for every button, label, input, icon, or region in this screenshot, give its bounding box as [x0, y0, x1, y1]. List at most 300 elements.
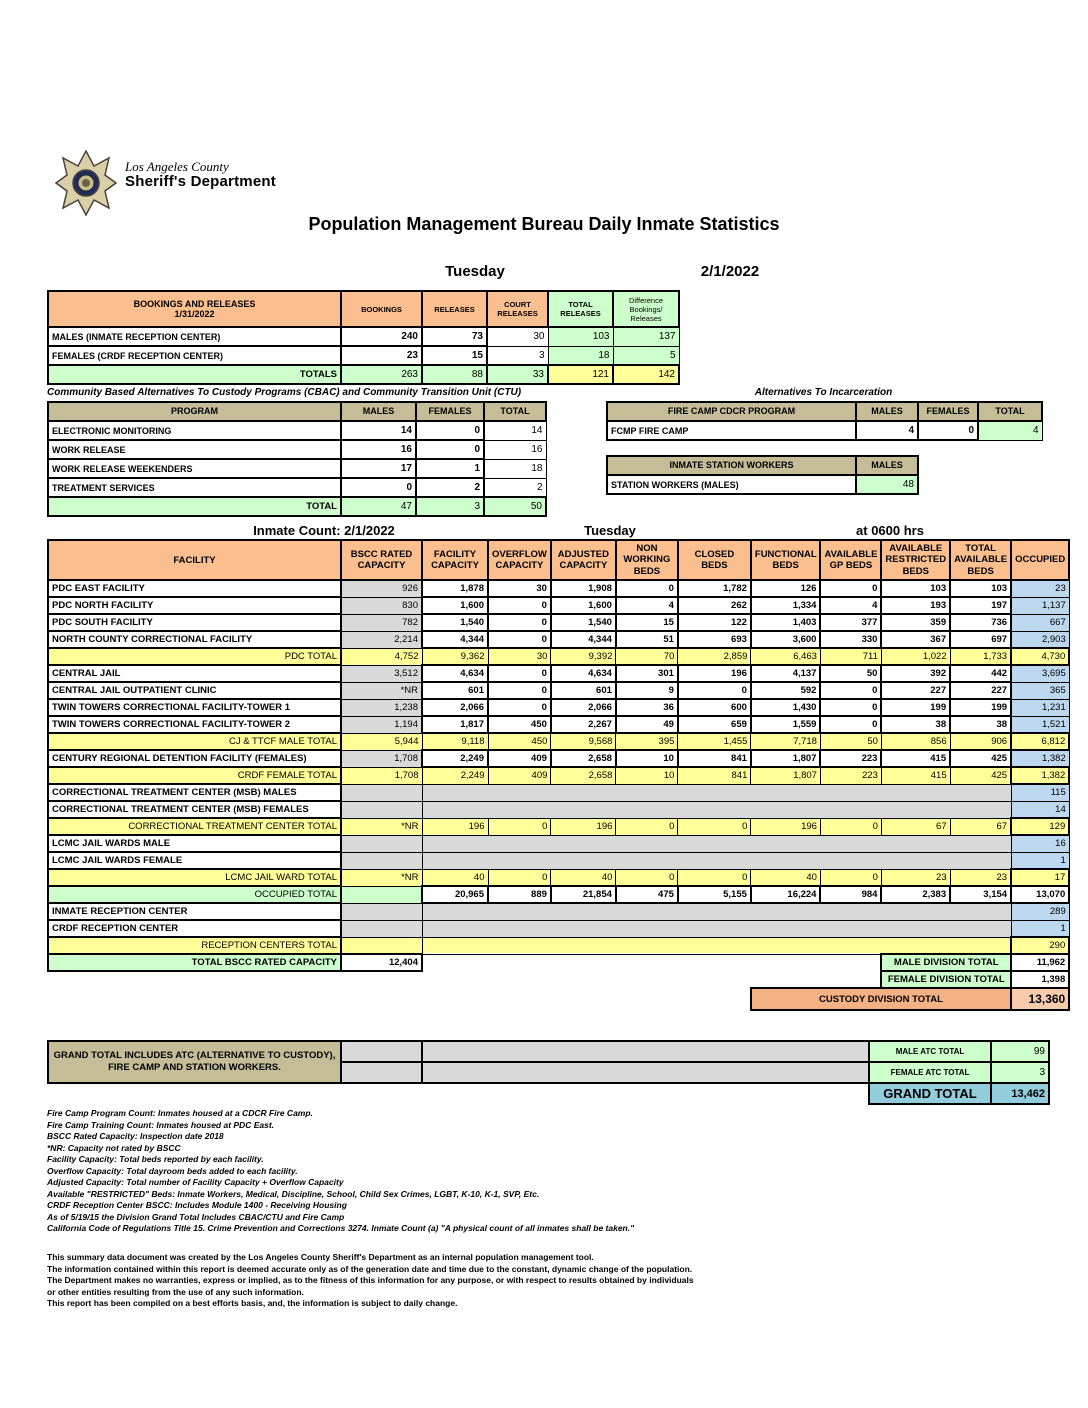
total-bed-value: 9,568 [551, 733, 616, 750]
facility-name: INMATE RECEPTION CENTER [48, 903, 341, 920]
total-bed-value: 1,733 [950, 648, 1011, 665]
facility-col-header: FACILITY CAPACITY [422, 540, 488, 580]
bed-value: 49 [616, 716, 678, 733]
bed-value: 262 [678, 597, 751, 614]
bed-value: 227 [950, 682, 1011, 699]
facility-name: CORRECTIONAL TREATMENT CENTER (MSB) FEMALES [48, 801, 341, 818]
firecamp-col-header: TOTAL [978, 402, 1042, 421]
facility-row [48, 920, 1069, 937]
bed-value: 2,267 [551, 716, 616, 733]
facility-name: PDC SOUTH FACILITY [48, 614, 341, 631]
facility-row [48, 665, 1069, 682]
total-bed-value: 0 [488, 869, 551, 886]
cbac-row [48, 459, 546, 478]
bookings-value: 30 [487, 327, 548, 346]
facility-col-header: NON WORKING BEDS [616, 540, 678, 580]
bscc-capacity-value: *NR [341, 682, 422, 699]
cbac-program-label: WORK RELEASE [48, 440, 341, 459]
bed-value: 197 [950, 597, 1011, 614]
bookings-releases-table [47, 290, 680, 385]
cbac-value: 1 [416, 459, 484, 478]
custody-division-value: 13,360 [1011, 988, 1069, 1010]
occupied-value: 3,695 [1011, 665, 1069, 682]
disclaimer-line: or other entities resulting from the use of any such information. [47, 1286, 304, 1297]
cbac-value: 14 [484, 421, 546, 440]
total-bed-value: 425 [950, 767, 1011, 784]
facility-row [48, 699, 1069, 716]
bed-value: 126 [751, 580, 821, 597]
cbac-value: 0 [416, 421, 484, 440]
cbac-program-label: WORK RELEASE WEEKENDERS [48, 459, 341, 478]
bookings-value: 18 [548, 346, 613, 365]
department-name [125, 160, 276, 191]
occupied-grand-value: 13,070 [1011, 886, 1069, 903]
stationworkers-row-label: STATION WORKERS (MALES) [607, 475, 856, 494]
empty-cell [341, 903, 422, 920]
facility-name: CENTURY REGIONAL DETENTION FACILITY (FEMALES) [48, 750, 341, 767]
facility-row [48, 818, 1069, 835]
total-bed-value: 40 [422, 869, 488, 886]
occupied-total-bed-value: 21,854 [551, 886, 616, 903]
female-atc-value: 3 [991, 1062, 1049, 1083]
stationworkers-header-row [607, 456, 918, 475]
bscc-capacity-value: 3,512 [341, 665, 422, 682]
facility-col-header: CLOSED BEDS [678, 540, 751, 580]
cbac-total-value: 3 [416, 497, 484, 516]
empty-cell [341, 784, 422, 801]
bed-value: 0 [488, 665, 551, 682]
facility-name: TWIN TOWERS CORRECTIONAL FACILITY-TOWER 2 [48, 716, 341, 733]
merged-gray-cell [422, 903, 1011, 920]
report-day: Tuesday [445, 263, 505, 280]
footnote-line: Fire Camp Training Count: Inmates housed at PDC East. [47, 1119, 275, 1130]
bed-value: 10 [616, 750, 678, 767]
total-bed-value: 67 [881, 818, 950, 835]
bookings-col-header: TOTAL RELEASES [548, 291, 613, 327]
bed-value: 38 [950, 716, 1011, 733]
bed-value: 359 [881, 614, 950, 631]
cbac-section-title: Community Based Alternatives To Custody Programs (CBAC) and Community Transition Unit (CTU) [47, 387, 522, 398]
grand-total-table [47, 1040, 1050, 1105]
total-bed-value: 40 [751, 869, 821, 886]
report-date: 2/1/2022 [700, 263, 760, 280]
facility-total-label: CRDF FEMALE TOTAL [48, 767, 341, 784]
cbac-value: 17 [341, 459, 416, 478]
occupied-total-bed-value: 2,383 [881, 886, 950, 903]
bookings-value: 240 [341, 327, 422, 346]
bookings-value: 15 [422, 346, 487, 365]
bscc-capacity-value: 1,194 [341, 716, 422, 733]
bed-value: 377 [820, 614, 881, 631]
footnote-line: Adjusted Capacity: Total number of Facility Capacity + Overflow Capacity [47, 1177, 344, 1187]
facility-row [48, 682, 1069, 699]
bed-value: 693 [678, 631, 751, 648]
female-division-value: 1,398 [1011, 971, 1069, 988]
bed-value: 0 [488, 682, 551, 699]
facility-row [48, 733, 1069, 750]
occupied-total-value: 6,812 [1011, 733, 1069, 750]
bookings-row [48, 327, 679, 346]
cbac-program-label: TREATMENT SERVICES [48, 478, 341, 497]
bed-value: 0 [616, 580, 678, 597]
facility-row [48, 597, 1069, 614]
bookings-value: 103 [548, 327, 613, 346]
facility-row [48, 648, 1069, 665]
empty-gray-cell [341, 1041, 422, 1062]
occupied-total-bed-value: 20,965 [422, 886, 488, 903]
bed-value: 4,344 [551, 631, 616, 648]
footnote-line: CRDF Reception Center BSCC: Includes Module 1400 - Receiving Housing [47, 1200, 347, 1210]
inmate-count-label: Inmate Count: 2/1/2022 [253, 523, 395, 538]
total-bed-value: 906 [950, 733, 1011, 750]
facility-name: CRDF RECEPTION CENTER [48, 920, 341, 937]
occupied-value: 1,231 [1011, 699, 1069, 716]
occupied-total-bed-value: 475 [616, 886, 678, 903]
fire-camp-table [606, 401, 1043, 441]
total-bed-value: 711 [820, 648, 881, 665]
bookings-value: 5 [613, 346, 679, 365]
occupied-total-bed-value: 5,155 [678, 886, 751, 903]
total-bed-value: 0 [678, 869, 751, 886]
agency-county-label: Los Angeles County [125, 159, 229, 174]
occupied-value: 289 [1011, 903, 1069, 920]
bed-value: 0 [820, 580, 881, 597]
total-bed-value: 9,392 [551, 648, 616, 665]
total-bed-value: 1,455 [678, 733, 751, 750]
filler-cell [48, 1083, 869, 1104]
bed-value: 122 [678, 614, 751, 631]
total-bed-value: 0 [616, 869, 678, 886]
alternatives-section-title: Alternatives To Incarceration [754, 387, 893, 398]
bookings-total-value: 121 [548, 365, 613, 384]
firecamp-value: 0 [918, 421, 978, 440]
occupied-total-value: 17 [1011, 869, 1069, 886]
bed-value: 0 [820, 716, 881, 733]
bed-value: 1,600 [422, 597, 488, 614]
empty-cell [341, 886, 422, 903]
empty-cell [341, 920, 422, 937]
total-bed-value: 7,718 [751, 733, 821, 750]
bed-value: 4 [820, 597, 881, 614]
bed-value: 0 [488, 614, 551, 631]
cbac-table [47, 401, 547, 517]
bed-value: 196 [678, 665, 751, 682]
total-bed-value: 409 [488, 767, 551, 784]
bed-value: 0 [820, 699, 881, 716]
filler-cell [48, 971, 881, 988]
bed-value: 2,658 [551, 750, 616, 767]
total-bed-value: 1,807 [751, 767, 821, 784]
bed-value: 0 [488, 597, 551, 614]
female-atc-label: FEMALE ATC TOTAL [869, 1062, 991, 1083]
total-bed-value: 10 [616, 767, 678, 784]
inmate-count-day: Tuesday [584, 523, 636, 538]
bookings-col-header: COURT RELEASES [487, 291, 548, 327]
bed-value: 103 [881, 580, 950, 597]
male-atc-label: MALE ATC TOTAL [869, 1041, 991, 1062]
stationworkers-col-header: INMATE STATION WORKERS [607, 456, 856, 475]
facility-row [48, 835, 1069, 852]
cbac-col-header: FEMALES [416, 402, 484, 421]
bed-value: 736 [950, 614, 1011, 631]
facility-col-header: AVAILABLE GP BEDS [820, 540, 881, 580]
bed-value: 659 [678, 716, 751, 733]
bed-value: 1,600 [551, 597, 616, 614]
male-division-value: 11,962 [1011, 954, 1069, 971]
bed-value: 392 [881, 665, 950, 682]
facility-col-header: OVERFLOW CAPACITY [488, 540, 551, 580]
merged-gray-cell [422, 1062, 869, 1083]
grand-total-value: 13,462 [991, 1083, 1049, 1104]
occupied-value: 1,521 [1011, 716, 1069, 733]
occupied-value: 16 [1011, 835, 1069, 852]
facility-statistics-table [47, 539, 1070, 1011]
bed-value: 697 [950, 631, 1011, 648]
occupied-total-value: 1,382 [1011, 767, 1069, 784]
bscc-capacity-value: 830 [341, 597, 422, 614]
cbac-value: 16 [484, 440, 546, 459]
grand-total-row [48, 1083, 1049, 1104]
agency-department-label: Sheriff's Department [125, 173, 276, 191]
bed-value: 223 [820, 750, 881, 767]
facility-row [48, 631, 1069, 648]
bookings-header-row [48, 291, 679, 327]
stationworkers-col-header: MALES [856, 456, 918, 475]
bookings-value: 23 [341, 346, 422, 365]
merged-gray-cell [422, 835, 1011, 852]
total-bed-value: 70 [616, 648, 678, 665]
total-bed-value: 196 [422, 818, 488, 835]
total-bed-value: 196 [551, 818, 616, 835]
bed-value: 38 [881, 716, 950, 733]
merged-yellow-cell [422, 937, 1011, 954]
bed-value: 0 [678, 682, 751, 699]
cbac-header-row [48, 402, 546, 421]
bscc-capacity-value: 1,238 [341, 699, 422, 716]
bed-value: 193 [881, 597, 950, 614]
merged-gray-cell [422, 920, 1011, 937]
cbac-col-header: PROGRAM [48, 402, 341, 421]
total-bed-value: 4,752 [341, 648, 422, 665]
bookings-row [48, 346, 679, 365]
bed-value: 2,249 [422, 750, 488, 767]
bed-value: 1,403 [751, 614, 821, 631]
facility-col-header: OCCUPIED [1011, 540, 1069, 580]
custody-division-label: CUSTODY DIVISION TOTAL [751, 988, 1011, 1010]
cbac-value: 16 [341, 440, 416, 459]
bookings-value: 73 [422, 327, 487, 346]
total-bed-value: 0 [820, 869, 881, 886]
occupied-value: 2,903 [1011, 631, 1069, 648]
disclaimer-line: This summary data document was created by the Los Angeles County Sheriff's Department as an internal population management tool. [47, 1252, 594, 1262]
bed-value: 601 [551, 682, 616, 699]
bed-value: 15 [616, 614, 678, 631]
firecamp-row [607, 421, 1042, 440]
total-bed-value: 1,022 [881, 648, 950, 665]
male-atc-row [48, 1041, 1049, 1062]
facility-name: LCMC JAIL WARDS FEMALE [48, 852, 341, 869]
occupied-total-label: OCCUPIED TOTAL [48, 886, 341, 903]
total-bed-value: 0 [488, 818, 551, 835]
bookings-col-header: RELEASES [422, 291, 487, 327]
total-bed-value: 9,362 [422, 648, 488, 665]
facility-name: CENTRAL JAIL [48, 665, 341, 682]
occupied-value: 667 [1011, 614, 1069, 631]
bscc-capacity-value: 782 [341, 614, 422, 631]
cbac-value: 0 [341, 478, 416, 497]
bookings-col-header: BOOKINGS [341, 291, 422, 327]
total-bscc-value: 12,404 [341, 954, 422, 971]
bookings-row-label: FEMALES (CRDF RECEPTION CENTER) [48, 346, 341, 365]
bookings-totals-row [48, 365, 679, 384]
bed-value: 199 [881, 699, 950, 716]
total-bed-value: 0 [678, 818, 751, 835]
facility-name: CORRECTIONAL TREATMENT CENTER (MSB) MALES [48, 784, 341, 801]
facility-row [48, 903, 1069, 920]
bed-value: 0 [488, 699, 551, 716]
bscc-capacity-value: 1,708 [341, 750, 422, 767]
cbac-row [48, 440, 546, 459]
cbac-col-header: MALES [341, 402, 416, 421]
occupied-total-value: 4,730 [1011, 648, 1069, 665]
bed-value: 1,334 [751, 597, 821, 614]
occupied-total-bed-value: 3,154 [950, 886, 1011, 903]
occupied-value: 1,382 [1011, 750, 1069, 767]
total-bed-value: 5,944 [341, 733, 422, 750]
total-bed-value: 0 [616, 818, 678, 835]
bscc-male-division-row [48, 954, 1069, 971]
occupied-value: 1,137 [1011, 597, 1069, 614]
bed-value: 36 [616, 699, 678, 716]
total-bed-value: 2,249 [422, 767, 488, 784]
bscc-capacity-value: 926 [341, 580, 422, 597]
facility-col-header: ADJUSTED CAPACITY [551, 540, 616, 580]
total-bed-value: 0 [820, 818, 881, 835]
facility-total-label: CJ & TTCF MALE TOTAL [48, 733, 341, 750]
bed-value: 415 [881, 750, 950, 767]
facility-row [48, 614, 1069, 631]
total-bed-value: 395 [616, 733, 678, 750]
facility-name: TWIN TOWERS CORRECTIONAL FACILITY-TOWER 1 [48, 699, 341, 716]
footnote-line: Facility Capacity: Total beds reported by each facility. [47, 1154, 264, 1164]
firecamp-value: 4 [978, 421, 1042, 440]
bookings-title-cell [48, 291, 341, 327]
facility-col-header: TOTAL AVAILABLE BEDS [950, 540, 1011, 580]
empty-cell [341, 801, 422, 818]
bed-value: 9 [616, 682, 678, 699]
occupied-value: 1 [1011, 920, 1069, 937]
bookings-row-label: MALES (INMATE RECEPTION CENTER) [48, 327, 341, 346]
bed-value: 442 [950, 665, 1011, 682]
facility-col-header: BSCC RATED CAPACITY [341, 540, 422, 580]
bookings-col-header: Difference Bookings/ Releases [613, 291, 679, 327]
total-bed-value: 856 [881, 733, 950, 750]
bed-value: 1,908 [551, 580, 616, 597]
filler-cell [48, 988, 751, 1010]
bed-value: 1,540 [551, 614, 616, 631]
bed-value: 1,559 [751, 716, 821, 733]
firecamp-col-header: MALES [856, 402, 918, 421]
facility-name: NORTH COUNTY CORRECTIONAL FACILITY [48, 631, 341, 648]
bed-value: 51 [616, 631, 678, 648]
occupied-value: 23 [1011, 580, 1069, 597]
facility-name: PDC NORTH FACILITY [48, 597, 341, 614]
empty-cell [341, 835, 422, 852]
facility-row [48, 937, 1069, 954]
bookings-totals-label: TOTALS [48, 365, 341, 384]
total-bed-value: 23 [950, 869, 1011, 886]
cbac-row [48, 478, 546, 497]
bed-value: 227 [881, 682, 950, 699]
department-logo [55, 150, 276, 216]
grand-note: GRAND TOTAL INCLUDES ATC (ALTERNATIVE TO CUSTODY), FIRE CAMP AND STATION WORKERS. [48, 1041, 341, 1083]
bed-value: 0 [488, 631, 551, 648]
bookings-total-value: 88 [422, 365, 487, 384]
facility-row [48, 784, 1069, 801]
bed-value: 4 [616, 597, 678, 614]
bed-value: 367 [881, 631, 950, 648]
total-bed-value: 23 [881, 869, 950, 886]
cbac-value: 14 [341, 421, 416, 440]
total-bed-value: 450 [488, 733, 551, 750]
facility-row [48, 852, 1069, 869]
facility-col-header: FUNCTIONAL BEDS [751, 540, 821, 580]
occupied-total-bed-value: 16,224 [751, 886, 821, 903]
total-bed-value: 67 [950, 818, 1011, 835]
occupied-total-value: 290 [1011, 937, 1069, 954]
merged-gray-cell [422, 801, 1011, 818]
bed-value: 30 [488, 580, 551, 597]
total-bed-value: *NR [341, 818, 422, 835]
total-bed-value: 2,859 [678, 648, 751, 665]
total-bed-value: 1,708 [341, 767, 422, 784]
total-bed-value: *NR [341, 869, 422, 886]
footnotes [47, 1108, 634, 1235]
footnote-line: Available "RESTRICTED" Beds: Inmate Workers, Medical, Discipline, School, Child Sex Crimes, LGBT, K-10, K-1, SVP, Etc. [47, 1188, 540, 1199]
facility-name: LCMC JAIL WARDS MALE [48, 835, 341, 852]
disclaimer-line: The information contained within this report is deemed accurate only as of the generation date and time due to the constant, dynamic change of the population. [47, 1263, 693, 1274]
footnote-line: BSCC Rated Capacity: Inspection date 2018 [47, 1131, 224, 1141]
occupied-value: 115 [1011, 784, 1069, 801]
total-bed-value: 6,463 [751, 648, 821, 665]
cbac-value: 2 [484, 478, 546, 497]
cbac-total-value: 47 [341, 497, 416, 516]
total-bed-value: 50 [820, 733, 881, 750]
footnote-line: California Code of Regulations Title 15. Crime Prevention and Corrections 3274. Inmate Count (a) "A physical count of all inmates shall be taken." [47, 1223, 635, 1233]
disclaimer-line: The Department makes no warranties, express or implied, as to the fitness of this information for any purpose, or with respect to results obtained by individuals [47, 1275, 694, 1285]
bed-value: 450 [488, 716, 551, 733]
bscc-capacity-value: 2,214 [341, 631, 422, 648]
footnote-line: Fire Camp Program Count: Inmates housed at a CDCR Fire Camp. [47, 1108, 313, 1118]
page-title: Population Management Bureau Daily Inmate Statistics [308, 214, 780, 234]
facility-header-cell: FACILITY [48, 540, 341, 580]
bookings-total-value: 33 [487, 365, 548, 384]
bed-value: 841 [678, 750, 751, 767]
bed-value: 199 [950, 699, 1011, 716]
stationworkers-value: 48 [856, 475, 918, 494]
bed-value: 1,878 [422, 580, 488, 597]
bookings-total-value: 263 [341, 365, 422, 384]
female-division-row [48, 971, 1069, 988]
bed-value: 1,540 [422, 614, 488, 631]
inmate-count-time: at 0600 hrs [856, 523, 924, 538]
merged-gray-cell [422, 784, 1011, 801]
cbac-total-label: TOTAL [48, 497, 341, 516]
facility-row [48, 580, 1069, 597]
facility-row [48, 767, 1069, 784]
facility-row [48, 801, 1069, 818]
cbac-total-row [48, 497, 546, 516]
